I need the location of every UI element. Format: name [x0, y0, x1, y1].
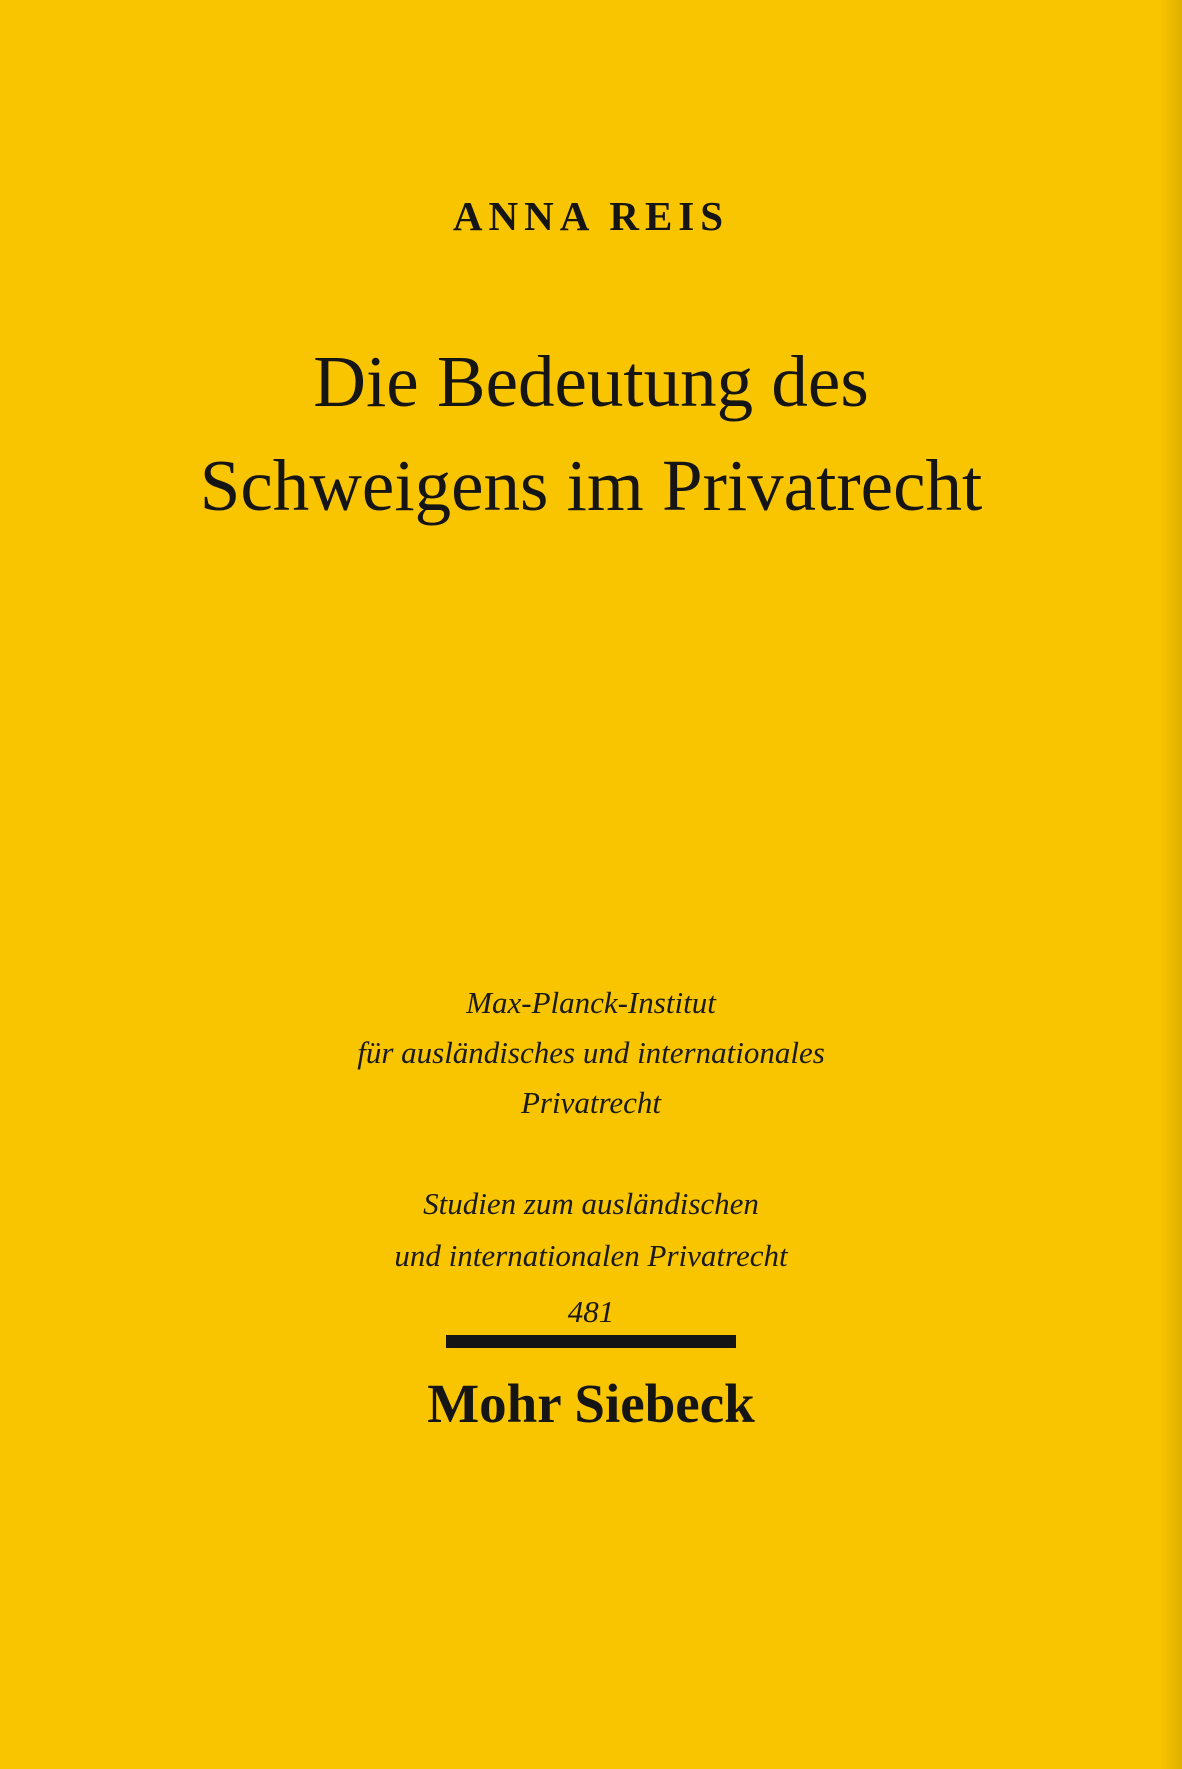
book-title: [91, 330, 1091, 537]
publisher-name: Mohr Siebeck: [427, 1373, 755, 1434]
institute-name: [141, 978, 1041, 1129]
institute-line-1: Max-Planck-Institut: [466, 985, 716, 1020]
series-number: 481: [567, 1294, 615, 1330]
institute-line-2: für ausländisches und internationales: [357, 1035, 825, 1071]
series-line-2: und internationalen Privatrecht: [394, 1238, 788, 1274]
cover-edge-shadow: [1160, 0, 1182, 1769]
author-name: ANNA REIS: [452, 193, 730, 239]
institute-line-3: Privatrecht: [520, 1085, 662, 1121]
book-title-line-1: Die Bedeutung des: [313, 341, 869, 422]
book-title-line-2: Schweigens im Privatrecht: [199, 444, 983, 526]
divider-rule: [446, 1335, 736, 1348]
series-line-1: Studien zum ausländischen: [423, 1186, 759, 1221]
series-info: [141, 1178, 1041, 1338]
